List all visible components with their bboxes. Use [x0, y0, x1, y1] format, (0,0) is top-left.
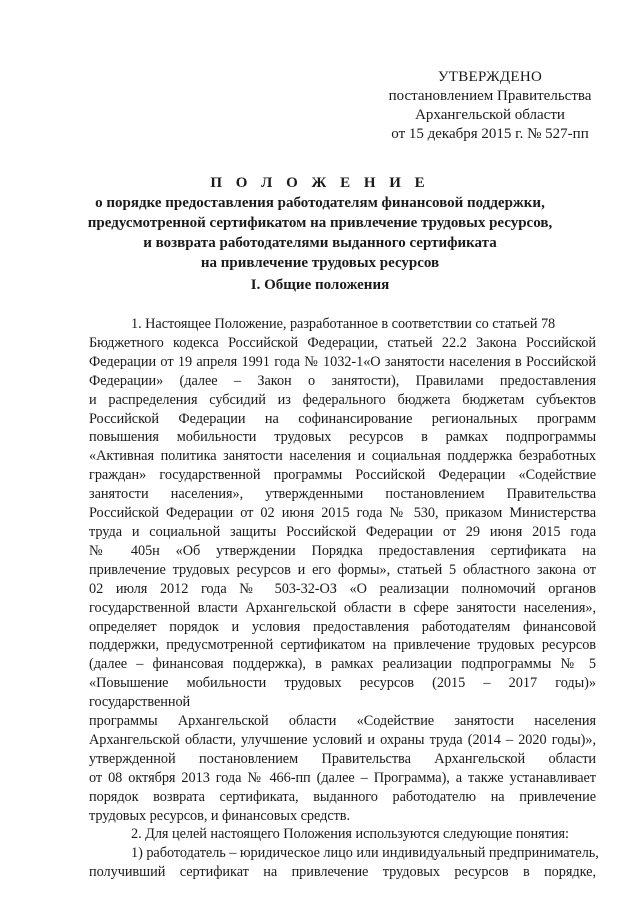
paragraph-line: Федерации от 19 апреля 1991 года № 1032-1«О занятости населения в Российской	[89, 353, 596, 370]
paragraph-line: трудовых ресурсов, и финансовых средств.	[89, 807, 351, 824]
approval-line-1: постановлением Правительства	[388, 88, 592, 104]
paragraph-line: от 08 октября 2013 года № 466-пп (далее – Программа), а также устанавливает	[89, 769, 596, 786]
paragraph-line: получивший сертификат на привлечение трудовых ресурсов в порядке,	[89, 864, 596, 881]
paragraph-line: занятости населения», утвержденными постановлением Правительства	[89, 486, 596, 503]
paragraph-line: государственной власти Архангельской области в сфере занятости населения»,	[89, 599, 596, 616]
paragraph-line: и распределения субсидий из федерального бюджета бюджетам субъектов	[89, 391, 596, 408]
title-line: о порядке предоставления работодателям финансовой поддержки,	[95, 195, 545, 211]
paragraph-line: определяет порядок и условия предоставления работодателям финансовой	[89, 618, 596, 635]
paragraph-line: поддержки, предусмотренной сертификатом на привлечение трудовых ресурсов	[89, 637, 596, 654]
paragraph-line: Архангельской области, улучшение условий и охраны труда (2014 – 2020 годы)»,	[89, 731, 596, 748]
paragraph-line: «Повышение мобильности трудовых ресурсов (2015 – 2017 годы)» государственной	[89, 675, 596, 711]
paragraph-line: 1) работодатель – юридическое лицо или индивидуальный предприниматель,	[131, 845, 599, 862]
paragraph-line: 2. Для целей настоящего Положения используются следующие понятия:	[131, 826, 569, 843]
paragraph-line: «Активная политика занятости населения и социальная поддержка безработных	[89, 448, 596, 465]
document-body	[89, 315, 599, 882]
paragraph-line: граждан» государственной программы Российской Федерации «Содействие	[89, 467, 596, 484]
title-line: и возврата работодателями выданного сертификата	[143, 235, 497, 251]
title-word: П О Л О Ж Е Н И Е	[210, 175, 430, 191]
paragraph-line: программы Архангельской области «Содействие занятости населения	[89, 713, 596, 730]
section-heading: I. Общие положения	[250, 277, 390, 293]
paragraph-line: 1. Настоящее Положение, разработанное в соответствии со статьей 78	[131, 316, 556, 332]
paragraph-line: 02 июля 2012 года № 503-32-ОЗ «О реализации полномочий органов	[89, 580, 596, 597]
paragraph-line: Российской Федерации на софинансирование региональных программ	[89, 410, 596, 427]
paragraph-line: повышения мобильности трудовых ресурсов в рамках подпрограммы	[89, 429, 596, 446]
approval-line-2: Архангельской области	[415, 107, 565, 123]
paragraph-line: Российской Федерации от 02 июня 2015 года № 530, приказом Министерства	[89, 505, 596, 522]
paragraph-line: утвержденной постановлением Правительства Архангельской области	[89, 750, 596, 767]
paragraph-line: Бюджетного кодекса Российской Федерации, статьей 22.2 Закона Российской	[89, 334, 596, 351]
paragraph-line: № 405н «Об утверждении Порядка предоставления сертификата на	[89, 542, 596, 559]
paragraph-line: труда и социальной защиты Российской Федерации от 29 июня 2015 года	[89, 523, 596, 540]
paragraph-line: Федерации» (далее – Закон о занятости), Правилами предоставления	[89, 372, 596, 389]
title-line: на привлечение трудовых ресурсов	[200, 255, 440, 271]
paragraph-line: порядок возврата сертификата, выданного работодателю на привлечение	[89, 788, 596, 805]
approval-line-3: от 15 декабря 2015 г. № 527-пп	[391, 126, 589, 142]
document-title	[60, 173, 580, 273]
paragraph-line: (далее – финансовая поддержка), в рамках реализации подпрограммы № 5	[89, 656, 596, 673]
title-line: предусмотренной сертификатом на привлечение трудовых ресурсов,	[87, 215, 553, 231]
approval-heading: УТВЕРЖДЕНО	[437, 69, 543, 85]
paragraph-line: привлечение трудовых ресурсов и его формы», статьей 5 областного закона от	[89, 561, 596, 578]
approval-stamp	[360, 68, 620, 144]
